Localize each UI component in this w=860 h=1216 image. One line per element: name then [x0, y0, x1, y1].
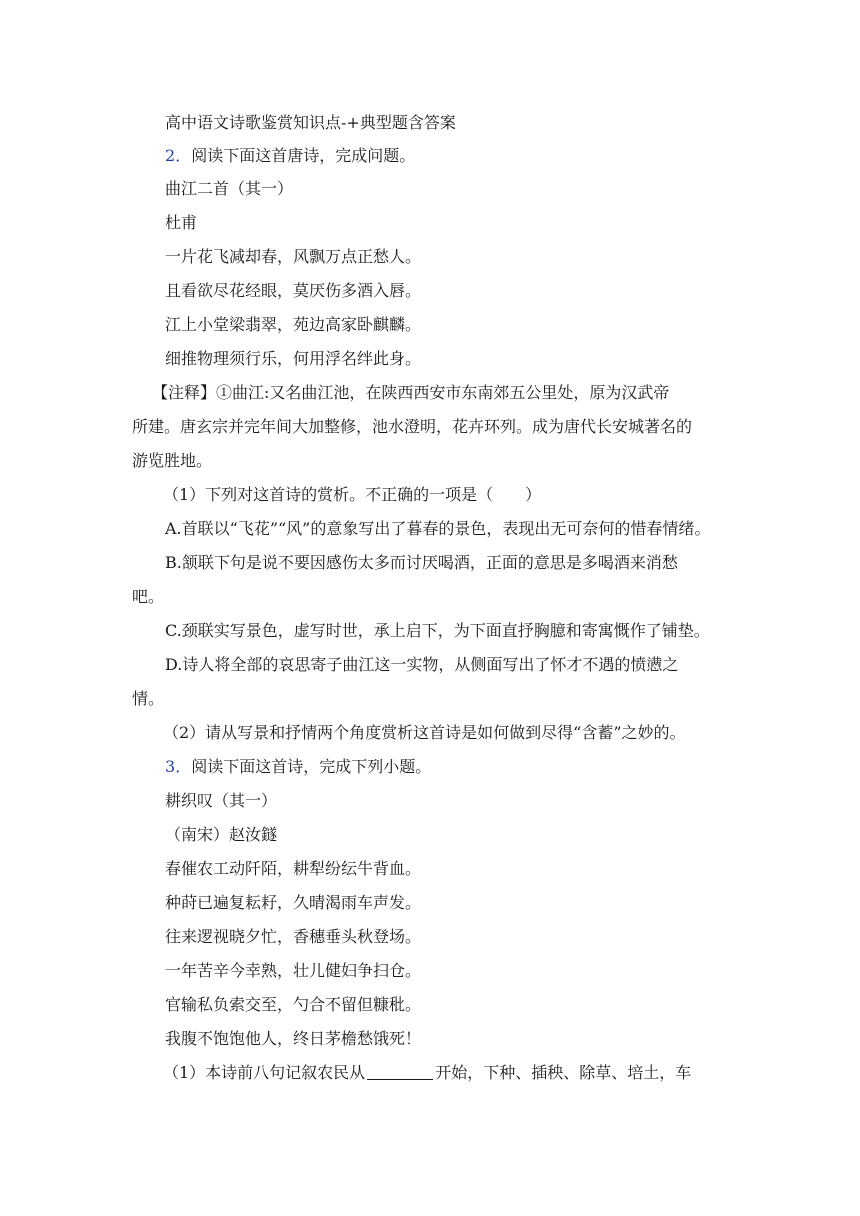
poem-line: 江上小堂梁翡翠，苑边高家卧麒麟。 — [165, 315, 422, 334]
annotation-line: 游览胜地。 — [132, 451, 213, 470]
answer-blank[interactable] — [367, 1063, 433, 1080]
option-b: B.颔联下句是说不要因感伤太多而讨厌喝酒，正面的意思是多喝酒来消愁 — [165, 553, 678, 572]
question-number: 3 — [165, 757, 176, 776]
poem-line: 春催农工动阡陌，耕犁纷纭牛背血。 — [165, 859, 422, 878]
poem-title: 耕织叹（其一） — [165, 791, 278, 810]
option-a: A.首联以“飞花”“风”的意象写出了暮春的景色，表现出无可奈何的惜春情绪。 — [165, 519, 711, 538]
question-3-heading: 3．阅读下面这首诗，完成下列小题。 — [165, 757, 432, 776]
poem-author: （南宋）赵汝鐩 — [165, 825, 278, 844]
question-2-heading: 2．阅读下面这首唐诗，完成问题。 — [165, 146, 416, 165]
question-prompt: 阅读下面这首诗，完成下列小题。 — [191, 757, 432, 776]
poem-line: 一片花飞减却春，风飘万点正愁人。 — [165, 247, 422, 266]
option-c: C.颈联实写景色，虚写时世，承上启下，为下面直抒胸臆和寄寓慨作了铺垫。 — [165, 621, 710, 640]
sub-question-text: 开始，下种、插秧、除草、培土，车 — [435, 1063, 692, 1082]
poem-line: 往来逻视晓夕忙，香穗垂头秋登场。 — [165, 927, 422, 946]
document-title: 高中语文诗歌鉴赏知识点-+典型题含答案 — [165, 113, 456, 132]
sub-question-1 — [163, 1062, 763, 1084]
annotation-line: 【注释】①曲江:又名曲江池，在陕西西安市东南郊五公里处，原为汉武帝 — [152, 383, 670, 402]
sub-question-text: （1）本诗前八句记叙农民从 — [163, 1063, 366, 1082]
poem-title: 曲江二首（其一） — [165, 179, 294, 198]
poem-line: 且看欲尽花经眼，莫厌伤多酒入唇。 — [165, 281, 422, 300]
poem-line: 种莳已遍复耘耔，久晴渴雨车声发。 — [165, 893, 422, 912]
option-d-continued: 情。 — [132, 689, 165, 708]
poem-line: 细推物理须行乐，何用浮名绊此身。 — [165, 349, 422, 368]
question-prompt: 阅读下面这首唐诗，完成问题。 — [191, 146, 416, 165]
question-number: 2 — [165, 146, 176, 165]
poem-line: 我腹不饱饱他人，终日茅檐愁饿死！ — [165, 1029, 422, 1048]
sub-question-2: （2）请从写景和抒情两个角度赏析这首诗是如何做到尽得“含蓄”之妙的。 — [163, 723, 686, 742]
poem-line: 一年苦辛今幸熟，壮儿健妇争扫仓。 — [165, 961, 422, 980]
poem-line: 官输私负索交至，勺合不留但糠秕。 — [165, 995, 422, 1014]
sub-question-1: （1）下列对这首诗的赏析。不正确的一项是（ ） — [163, 485, 542, 504]
option-d: D.诗人将全部的哀思寄子曲江这一实物，从侧面写出了怀才不遇的愤懑之 — [165, 655, 679, 674]
annotation-line: 所建。唐玄宗并完年间大加整修，池水澄明，花卉环列。成为唐代长安城著名的 — [132, 417, 693, 436]
poem-author: 杜甫 — [165, 213, 198, 232]
option-b-continued: 吧。 — [132, 587, 165, 606]
